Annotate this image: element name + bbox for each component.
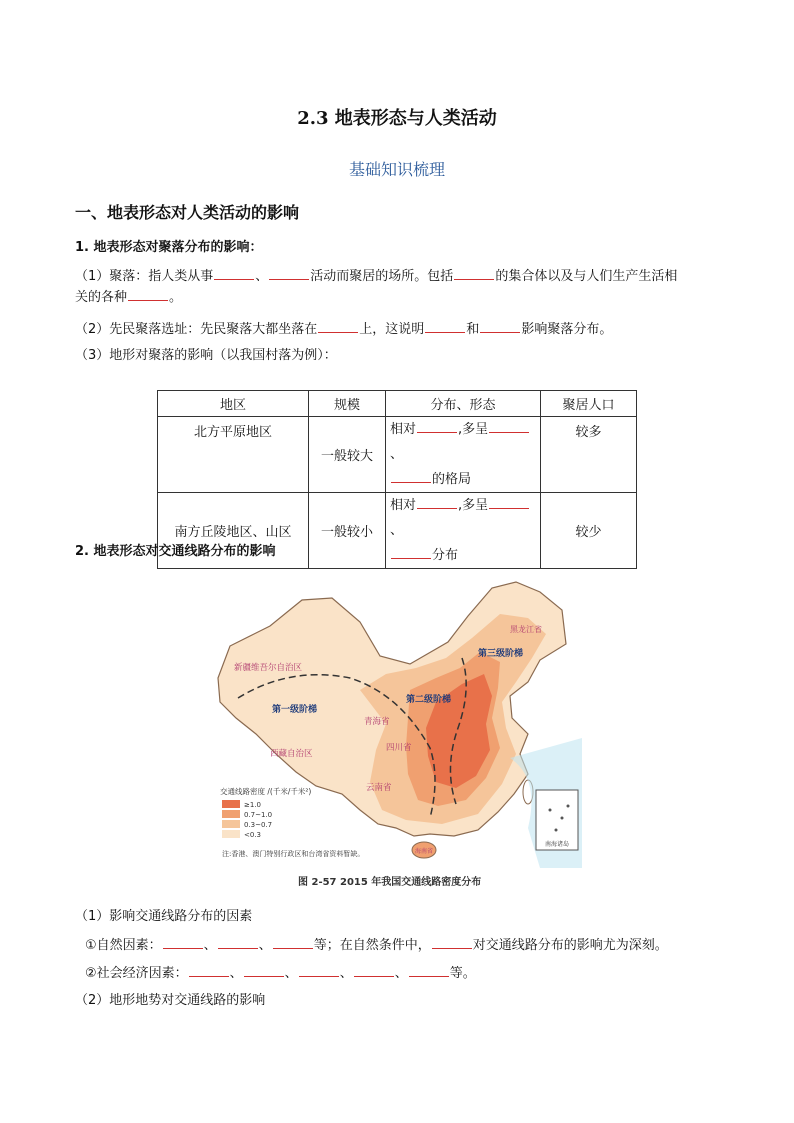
table-header: 分布、形态 [386,391,541,417]
label-hainan: 海南省 [414,848,434,855]
subsection-heading-settlement: 1. 地表形态对聚落分布的影响： [75,240,263,255]
fill-blank[interactable] [425,319,465,333]
fill-blank[interactable] [432,935,472,949]
fill-blank[interactable] [218,935,258,949]
legend-swatch [222,800,240,808]
legend-title: 交通线路密度 /(千米/千米²) [220,787,312,796]
label-sichuan: 四川省 [386,743,412,753]
fill-blank[interactable] [391,545,431,559]
paragraph-settlement-def: （1）聚落：指人类从事 、 活动而聚居的场所。包括 的集合体以及与人们生产生活相 关的各种 。 [75,266,735,308]
paragraph-terrain-transport: （2）地形地势对交通线路的影响 [75,993,266,1008]
legend-label: 0.7~1.0 [244,811,273,819]
fill-blank[interactable] [417,419,457,433]
fill-blank[interactable] [354,963,394,977]
label-step2: 第二级阶梯 [406,695,452,705]
table-row: 北方平原地区 一般较大 相对 ,多呈、 的格局 较多 [158,417,637,493]
paragraph-factors-heading: （1）影响交通线路分布的因素 [75,909,253,924]
legend-swatch [222,830,240,838]
legend-label: <0.3 [244,831,261,839]
label-qinghai: 青海省 [364,717,390,727]
legend-swatch [222,820,240,828]
table-header: 规模 [309,391,386,417]
label-step3: 第三级阶梯 [478,649,524,659]
fill-blank[interactable] [480,319,520,333]
legend-label: 0.3~0.7 [244,821,273,829]
fill-blank[interactable] [163,935,203,949]
label-tibet: 西藏自治区 [270,749,313,759]
paragraph-terrain-effect: （3）地形对聚落的影响（以我国村落为例）： [75,348,337,363]
paragraph-site-selection: （2）先民聚落选址：先民聚落大都坐落在 上，这说明 和 影响聚落分布。 [75,319,735,340]
fill-blank[interactable] [128,287,168,301]
fill-blank[interactable] [489,419,529,433]
fill-blank[interactable] [391,469,431,483]
paragraph-natural-factors: ①自然因素： 、 、 等；在自然条件中， 对交通线路分布的影响尤为深刻。 [85,935,745,956]
fill-blank[interactable] [189,963,229,977]
table-header: 地区 [158,391,309,417]
fill-blank[interactable] [454,266,494,280]
fill-blank[interactable] [273,935,313,949]
label-yunnan: 云南省 [366,783,392,793]
table-row: 南方丘陵地区、山区 一般较小 相对 ,多呈、 分布 较少 [158,493,637,569]
table-header: 聚居人口 [541,391,637,417]
legend [222,800,272,839]
china-transport-density-map [210,578,582,868]
fill-blank[interactable] [417,495,457,509]
fill-blank[interactable] [489,495,529,509]
legend-label: ≥1.0 [244,801,261,809]
label-step1: 第一级阶梯 [272,705,318,715]
document-subtitle: 基础知识梳理 [348,160,445,179]
fill-blank[interactable] [269,266,309,280]
paragraph-social-factors: ②社会经济因素： 、 、 、 、 等。 [85,963,745,984]
fill-blank[interactable] [318,319,358,333]
map-note: 注:香港、澳门特别行政区和台湾省资料暂缺。 [222,850,365,858]
section-heading: 一、地表形态对人类活动的影响 [75,203,300,222]
document-title: 2.3 地表形态与人类活动 [297,108,497,129]
label-xinjiang: 新疆维吾尔自治区 [234,663,303,673]
fill-blank[interactable] [244,963,284,977]
fill-blank[interactable] [409,963,449,977]
fill-blank[interactable] [299,963,339,977]
subsection-heading-transport: 2. 地表形态对交通线路分布的影响 [75,544,276,559]
legend-swatch [222,810,240,818]
fill-blank[interactable] [214,266,254,280]
south-sea-label: 南海诸岛 [544,841,570,848]
map-caption: 图 2-57 2015 年我国交通线路密度分布 [298,877,482,888]
label-heilongjiang: 黑龙江省 [510,625,542,634]
